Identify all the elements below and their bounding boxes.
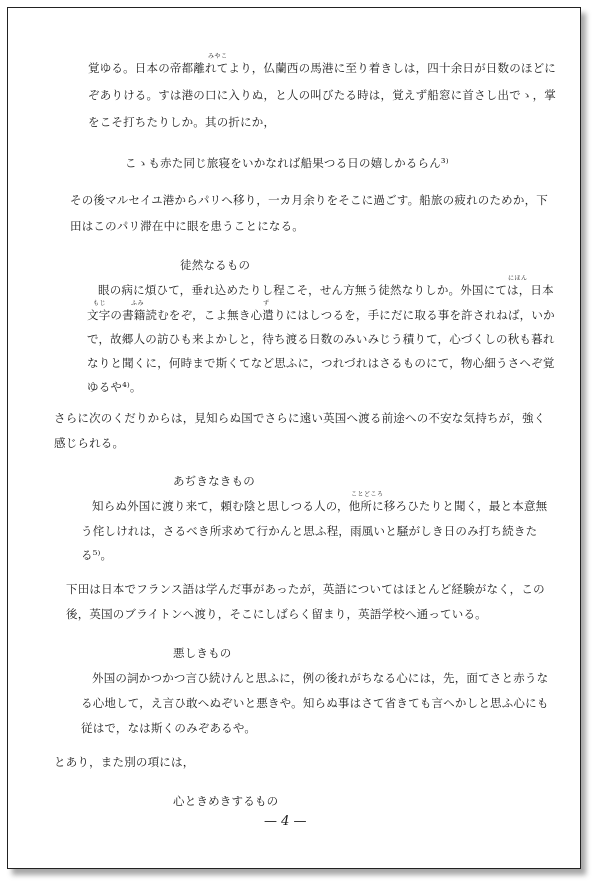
ruby-kotodokoro: ことどころ — [351, 491, 384, 498]
text-line: ぞありける。すは港の口に入りぬ，と人の叫びたる時は，覚えず船窓に首さし出でゝ，掌 — [88, 88, 556, 102]
text-line: その後マルセイユ港からパリへ移り，一カ月余りをそこに過ごす。船旅の疲れのためか，下 — [70, 193, 548, 207]
quote-line: なりと聞くに，何時まで斯くてなど思ふに，つれづれはさるものにて，物心細うさへぞ覚 — [87, 356, 555, 370]
section-heading: 心ときめきするもの — [173, 794, 279, 808]
text-line: 下田は日本でフランス語は学んだ事があったが，英語についてはほとんど経験がなく，この — [66, 582, 545, 596]
page-number: — 4 — — [264, 814, 307, 829]
quote-line: 眼の病に煩ひて，垂れ込めたりし程こそ，せん方無う徒然なりしか。外国にては，日本 — [98, 283, 554, 297]
ruby-moji: もじ — [93, 300, 107, 307]
quote-line: 文字の書籍読むをぞ，こよ無き心遣りにはしつるを，手にだに取る事を許されねば，いか — [87, 308, 555, 322]
text-line: 覚ゆる。日本の帝都離れてより，仏蘭西の馬港に至り着きしは，四十余日が日数のほどに — [88, 61, 556, 75]
section-heading: あぢきなきもの — [173, 474, 255, 488]
section-heading: 徒然なるもの — [180, 258, 251, 272]
text-line: をこそ打ちたりしか。其の折にか， — [88, 115, 276, 129]
text-line: 後，英国のブライトンへ渡り，そこにしばらく留まり，英語学校へ通っている。 — [66, 607, 487, 621]
quote-line: 知らぬ外国に渡り来て，頼む陰と思しつる人の，他所に移ろひたりと聞く，最と本意無 — [92, 499, 548, 513]
quote-line: る⁵⁾。 — [81, 548, 113, 562]
quote-line: 従はで，なは斯くのみぞあるや。 — [81, 721, 257, 735]
text-line: さらに次のくだりからは，見知らぬ国でさらに遠い英国へ渡る前途への不安な気持ちが，強く — [54, 411, 546, 425]
ruby-miyako: みやこ — [208, 53, 228, 60]
document-page — [7, 7, 581, 869]
quote-line: ゆるや⁴⁾。 — [87, 380, 142, 394]
text-line: 感じられる。 — [54, 436, 125, 450]
ruby-zu: ず — [263, 300, 270, 307]
quote-line: で，故郷人の訪ひも来よかしと，待ち渡る日数のみいみじう積りて，心づくしの秋も暮れ — [87, 332, 555, 346]
quote-line: う侘しけれは，さるべき所求めて行かんと思ふ程，雨風いと騒がしき日のみ打ち続きた — [81, 524, 538, 538]
quote-line: る心地して，え言ひ敢へぬぞいと悪きや。知らぬ事はさて省きても言へかしと思ふ心にも — [81, 696, 549, 710]
ruby-fumi: ふみ — [131, 300, 145, 307]
text-line: とあり，また別の項には， — [54, 755, 195, 769]
poem-line: こゝも赤た同じ旅寝をいかなれば船果つる日の嬉しかるらん³⁾ — [125, 156, 449, 170]
ruby-nihon: にほん — [508, 275, 528, 282]
quote-line: 外国の詞かつかつ言ひ続けんと思ふに，例の後れがちなる心には，先，面てさと赤うな — [92, 671, 549, 685]
section-heading: 悪しきもの — [173, 646, 232, 660]
text-line: 田はこのパリ滞在中に眼を患うことになる。 — [70, 219, 304, 233]
